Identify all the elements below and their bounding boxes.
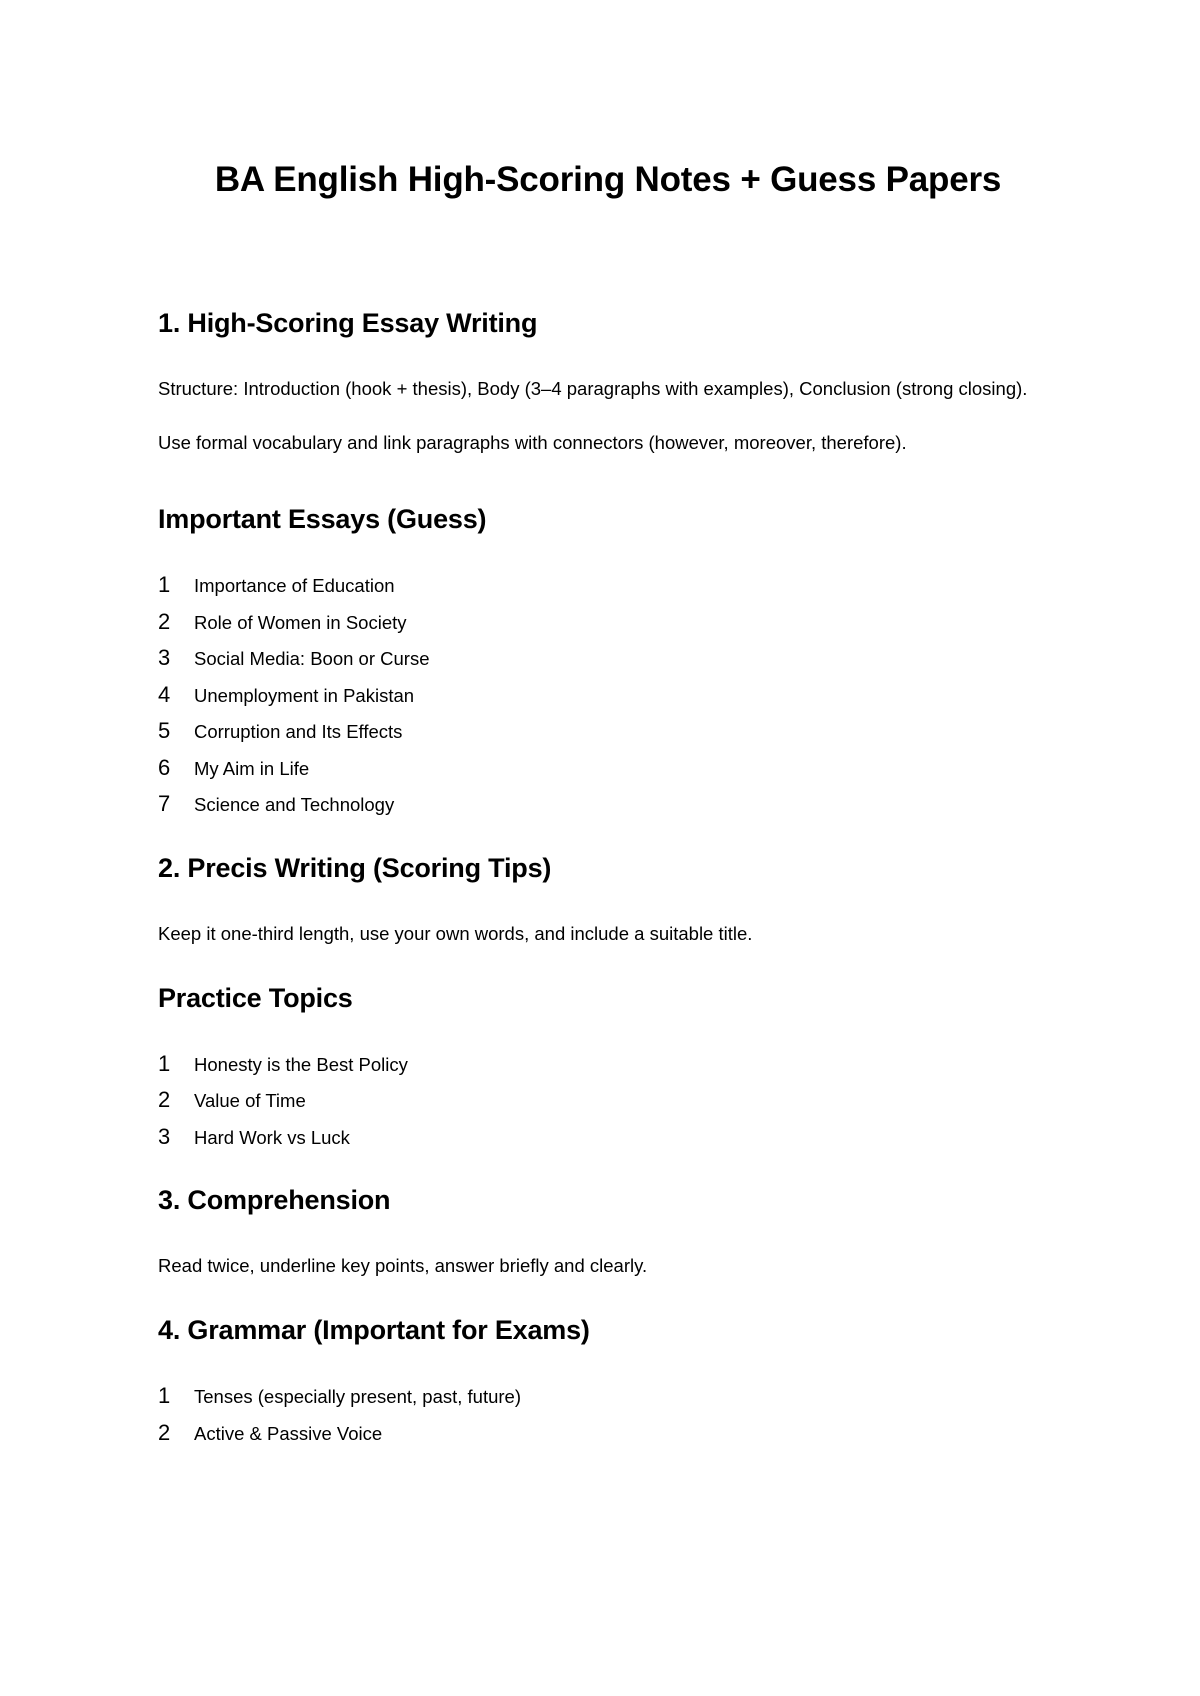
section-heading-essay-writing: 1. High-Scoring Essay Writing	[158, 308, 538, 338]
list-item: 5 Corruption and Its Effects	[158, 718, 403, 743]
section-heading-practice-topics: Practice Topics	[158, 982, 353, 1013]
important-essays-list	[158, 572, 1058, 828]
list-item: 6 My Aim in Life	[158, 754, 310, 780]
list-item: 3 Hard Work vs Luck	[158, 1123, 350, 1149]
essay-vocabulary-paragraph: Use formal vocabulary and link paragraphs with connectors (however, moreover, therefore).	[158, 432, 907, 453]
practice-topics-list	[158, 1051, 1058, 1161]
section-heading-precis-writing: 2. Precis Writing (Scoring Tips)	[158, 852, 552, 883]
list-item: 1 Importance of Education	[158, 572, 395, 597]
list-item: 3 Social Media: Boon or Curse	[158, 645, 430, 670]
list-item: 1 Honesty is the Best Policy	[158, 1050, 408, 1076]
grammar-list	[158, 1383, 1058, 1456]
section-heading-comprehension: 3. Comprehension	[158, 1185, 391, 1215]
precis-tips-paragraph: Keep it one-third length, use your own words, and include a suitable title.	[158, 922, 753, 944]
list-item: 2 Active & Passive Voice	[158, 1419, 383, 1445]
document-page	[158, 150, 1058, 1456]
list-item: 2 Role of Women in Society	[158, 608, 407, 634]
comprehension-tips-paragraph: Read twice, underline key points, answer briefly and clearly.	[158, 1255, 648, 1276]
list-item: 2 Value of Time	[158, 1087, 306, 1112]
list-item: 1 Tenses (especially present, past, future)	[158, 1383, 521, 1408]
list-item: 7 Science and Technology	[158, 791, 395, 816]
essay-structure-paragraph: Structure: Introduction (hook + thesis), Body (3–4 paragraphs with examples), Conclusion (strong closing).	[158, 378, 1028, 399]
list-item: 4 Unemployment in Pakistan	[158, 681, 415, 707]
section-heading-grammar: 4. Grammar (Important for Exams)	[158, 1315, 590, 1345]
document-title: BA English High-Scoring Notes + Guess Papers	[214, 160, 1002, 199]
section-heading-important-essays: Important Essays (Guess)	[158, 504, 487, 534]
